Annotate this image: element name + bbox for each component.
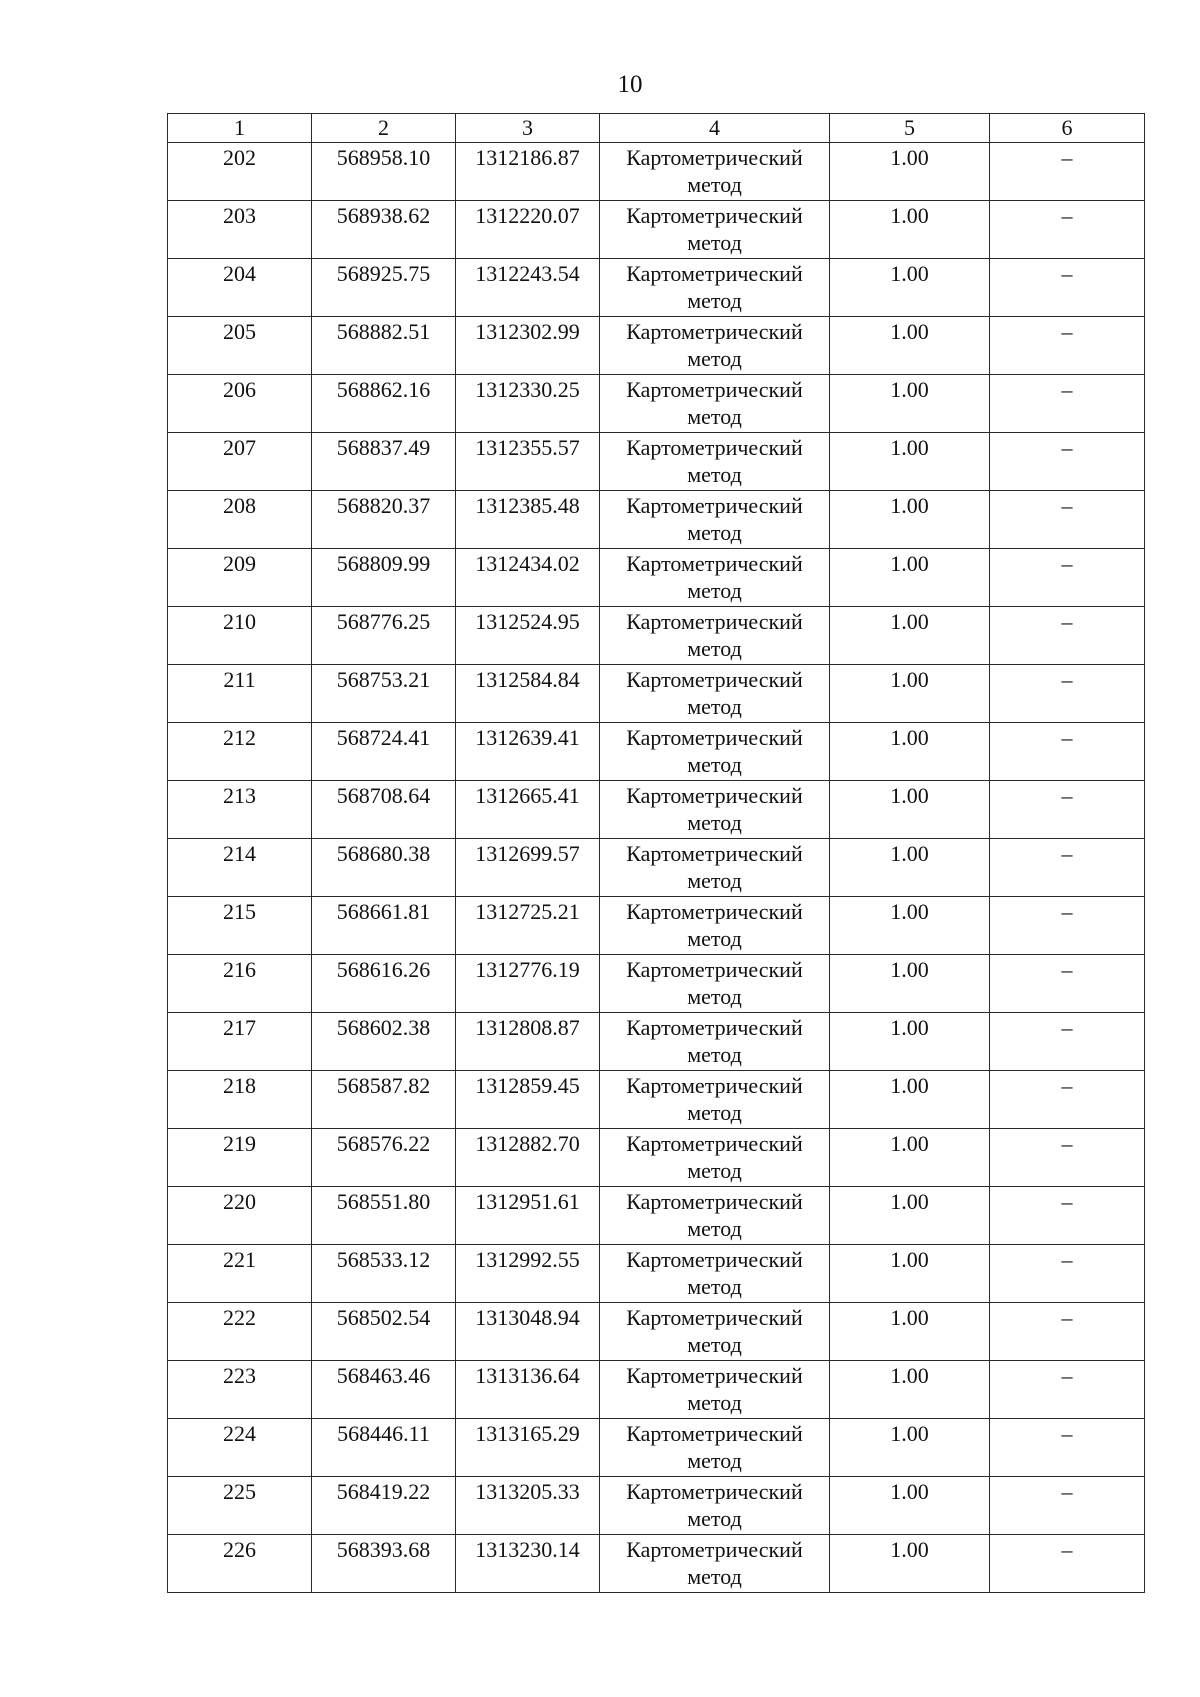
accuracy-cell: 1.00 — [830, 1187, 990, 1245]
method-cell — [600, 375, 830, 433]
table-row — [168, 1535, 1145, 1593]
x-coordinate-cell: 568533.12 — [312, 1245, 456, 1303]
accuracy-cell: 1.00 — [830, 955, 990, 1013]
method-line-1: Картометрический — [626, 1479, 803, 1504]
method-line-1: Картометрический — [626, 725, 803, 750]
note-cell: – — [990, 1129, 1145, 1187]
point-number-cell: 217 — [168, 1013, 312, 1071]
note-cell: – — [990, 1361, 1145, 1419]
note-cell: – — [990, 317, 1145, 375]
y-coordinate-cell: 1312951.61 — [456, 1187, 600, 1245]
note-cell: – — [990, 665, 1145, 723]
point-number-cell: 207 — [168, 433, 312, 491]
point-number-cell: 222 — [168, 1303, 312, 1361]
method-cell — [600, 781, 830, 839]
point-number-cell: 210 — [168, 607, 312, 665]
method-line-2: метод — [687, 578, 742, 603]
y-coordinate-cell: 1312220.07 — [456, 201, 600, 259]
point-number-cell: 216 — [168, 955, 312, 1013]
x-coordinate-cell: 568446.11 — [312, 1419, 456, 1477]
y-coordinate-cell: 1312355.57 — [456, 433, 600, 491]
method-line-2: метод — [687, 1448, 742, 1473]
accuracy-cell: 1.00 — [830, 491, 990, 549]
point-number-cell: 218 — [168, 1071, 312, 1129]
method-line-2: метод — [687, 1564, 742, 1589]
point-number-cell: 220 — [168, 1187, 312, 1245]
method-cell — [600, 1361, 830, 1419]
point-number-cell: 204 — [168, 259, 312, 317]
column-header: 1 — [168, 114, 312, 143]
table-row — [168, 1303, 1145, 1361]
table-row — [168, 375, 1145, 433]
method-line-1: Картометрический — [626, 1363, 803, 1388]
accuracy-cell: 1.00 — [830, 897, 990, 955]
note-cell: – — [990, 781, 1145, 839]
table-row — [168, 143, 1145, 201]
table-row — [168, 955, 1145, 1013]
column-header: 3 — [456, 114, 600, 143]
accuracy-cell: 1.00 — [830, 259, 990, 317]
x-coordinate-cell: 568661.81 — [312, 897, 456, 955]
method-line-1: Картометрический — [626, 1305, 803, 1330]
y-coordinate-cell: 1312776.19 — [456, 955, 600, 1013]
x-coordinate-cell: 568587.82 — [312, 1071, 456, 1129]
point-number-cell: 211 — [168, 665, 312, 723]
method-line-1: Картометрический — [626, 667, 803, 692]
x-coordinate-cell: 568602.38 — [312, 1013, 456, 1071]
method-line-1: Картометрический — [626, 1189, 803, 1214]
note-cell: – — [990, 491, 1145, 549]
coordinates-table-body — [168, 114, 1145, 1593]
point-number-cell: 202 — [168, 143, 312, 201]
x-coordinate-cell: 568753.21 — [312, 665, 456, 723]
y-coordinate-cell: 1312302.99 — [456, 317, 600, 375]
table-row — [168, 433, 1145, 491]
point-number-cell: 203 — [168, 201, 312, 259]
y-coordinate-cell: 1312330.25 — [456, 375, 600, 433]
x-coordinate-cell: 568502.54 — [312, 1303, 456, 1361]
method-cell — [600, 491, 830, 549]
accuracy-cell: 1.00 — [830, 781, 990, 839]
y-coordinate-cell: 1312434.02 — [456, 549, 600, 607]
method-cell — [600, 1013, 830, 1071]
table-row — [168, 1129, 1145, 1187]
table-row — [168, 1477, 1145, 1535]
table-row — [168, 1013, 1145, 1071]
note-cell: – — [990, 201, 1145, 259]
note-cell: – — [990, 1535, 1145, 1593]
method-line-2: метод — [687, 172, 742, 197]
table-row — [168, 549, 1145, 607]
note-cell: – — [990, 897, 1145, 955]
table-row — [168, 723, 1145, 781]
y-coordinate-cell: 1313165.29 — [456, 1419, 600, 1477]
method-line-2: метод — [687, 230, 742, 255]
method-line-2: метод — [687, 752, 742, 777]
x-coordinate-cell: 568925.75 — [312, 259, 456, 317]
accuracy-cell: 1.00 — [830, 1013, 990, 1071]
method-line-1: Картометрический — [626, 1073, 803, 1098]
y-coordinate-cell: 1312882.70 — [456, 1129, 600, 1187]
note-cell: – — [990, 1187, 1145, 1245]
method-line-2: метод — [687, 1216, 742, 1241]
table-row — [168, 1419, 1145, 1477]
table-row — [168, 1187, 1145, 1245]
x-coordinate-cell: 568708.64 — [312, 781, 456, 839]
table-row — [168, 317, 1145, 375]
method-line-1: Картометрический — [626, 899, 803, 924]
y-coordinate-cell: 1312243.54 — [456, 259, 600, 317]
table-row — [168, 491, 1145, 549]
method-line-1: Картометрический — [626, 261, 803, 286]
point-number-cell: 205 — [168, 317, 312, 375]
table-row — [168, 897, 1145, 955]
y-coordinate-cell: 1312992.55 — [456, 1245, 600, 1303]
y-coordinate-cell: 1312699.57 — [456, 839, 600, 897]
x-coordinate-cell: 568958.10 — [312, 143, 456, 201]
y-coordinate-cell: 1312665.41 — [456, 781, 600, 839]
note-cell: – — [990, 839, 1145, 897]
accuracy-cell: 1.00 — [830, 839, 990, 897]
method-cell — [600, 143, 830, 201]
note-cell: – — [990, 1303, 1145, 1361]
table-row — [168, 1245, 1145, 1303]
method-line-2: метод — [687, 1158, 742, 1183]
y-coordinate-cell: 1313136.64 — [456, 1361, 600, 1419]
y-coordinate-cell: 1312186.87 — [456, 143, 600, 201]
x-coordinate-cell: 568680.38 — [312, 839, 456, 897]
column-header: 5 — [830, 114, 990, 143]
accuracy-cell: 1.00 — [830, 143, 990, 201]
table-row — [168, 781, 1145, 839]
method-line-2: метод — [687, 636, 742, 661]
method-line-1: Картометрический — [626, 203, 803, 228]
method-cell — [600, 1535, 830, 1593]
method-cell — [600, 1477, 830, 1535]
method-line-1: Картометрический — [626, 841, 803, 866]
point-number-cell: 215 — [168, 897, 312, 955]
method-line-2: метод — [687, 694, 742, 719]
method-line-1: Картометрический — [626, 783, 803, 808]
x-coordinate-cell: 568419.22 — [312, 1477, 456, 1535]
point-number-cell: 224 — [168, 1419, 312, 1477]
accuracy-cell: 1.00 — [830, 1535, 990, 1593]
note-cell: – — [990, 955, 1145, 1013]
method-cell — [600, 1245, 830, 1303]
accuracy-cell: 1.00 — [830, 723, 990, 781]
method-cell — [600, 317, 830, 375]
method-line-2: метод — [687, 520, 742, 545]
table-header-row — [168, 114, 1145, 143]
accuracy-cell: 1.00 — [830, 433, 990, 491]
y-coordinate-cell: 1312859.45 — [456, 1071, 600, 1129]
accuracy-cell: 1.00 — [830, 1129, 990, 1187]
note-cell: – — [990, 1419, 1145, 1477]
x-coordinate-cell: 568837.49 — [312, 433, 456, 491]
y-coordinate-cell: 1312639.41 — [456, 723, 600, 781]
point-number-cell: 213 — [168, 781, 312, 839]
x-coordinate-cell: 568616.26 — [312, 955, 456, 1013]
y-coordinate-cell: 1312808.87 — [456, 1013, 600, 1071]
method-cell — [600, 433, 830, 491]
method-line-1: Картометрический — [626, 1247, 803, 1272]
method-line-2: метод — [687, 346, 742, 371]
y-coordinate-cell: 1313205.33 — [456, 1477, 600, 1535]
note-cell: – — [990, 433, 1145, 491]
accuracy-cell: 1.00 — [830, 607, 990, 665]
method-cell — [600, 607, 830, 665]
method-line-2: метод — [687, 868, 742, 893]
point-number-cell: 212 — [168, 723, 312, 781]
accuracy-cell: 1.00 — [830, 1419, 990, 1477]
method-cell — [600, 1129, 830, 1187]
method-cell — [600, 1303, 830, 1361]
x-coordinate-cell: 568862.16 — [312, 375, 456, 433]
x-coordinate-cell: 568576.22 — [312, 1129, 456, 1187]
method-cell — [600, 201, 830, 259]
accuracy-cell: 1.00 — [830, 375, 990, 433]
method-cell — [600, 723, 830, 781]
y-coordinate-cell: 1313048.94 — [456, 1303, 600, 1361]
method-cell — [600, 897, 830, 955]
method-cell — [600, 259, 830, 317]
coordinates-table — [167, 113, 1145, 1593]
x-coordinate-cell: 568724.41 — [312, 723, 456, 781]
method-cell — [600, 549, 830, 607]
method-cell — [600, 955, 830, 1013]
note-cell: – — [990, 143, 1145, 201]
method-line-2: метод — [687, 1100, 742, 1125]
method-line-1: Картометрический — [626, 493, 803, 518]
method-line-2: метод — [687, 462, 742, 487]
method-line-1: Картометрический — [626, 145, 803, 170]
method-line-2: метод — [687, 1390, 742, 1415]
method-line-2: метод — [687, 288, 742, 313]
method-line-2: метод — [687, 1274, 742, 1299]
y-coordinate-cell: 1312385.48 — [456, 491, 600, 549]
point-number-cell: 223 — [168, 1361, 312, 1419]
point-number-cell: 219 — [168, 1129, 312, 1187]
method-line-1: Картометрический — [626, 377, 803, 402]
accuracy-cell: 1.00 — [830, 201, 990, 259]
note-cell: – — [990, 607, 1145, 665]
method-line-2: метод — [687, 404, 742, 429]
x-coordinate-cell: 568809.99 — [312, 549, 456, 607]
method-line-1: Картометрический — [626, 551, 803, 576]
note-cell: – — [990, 259, 1145, 317]
method-line-1: Картометрический — [626, 1131, 803, 1156]
point-number-cell: 206 — [168, 375, 312, 433]
point-number-cell: 225 — [168, 1477, 312, 1535]
method-line-1: Картометрический — [626, 435, 803, 460]
method-cell — [600, 1187, 830, 1245]
accuracy-cell: 1.00 — [830, 1361, 990, 1419]
method-cell — [600, 1071, 830, 1129]
page-number: 10 — [617, 71, 643, 98]
note-cell: – — [990, 723, 1145, 781]
x-coordinate-cell: 568776.25 — [312, 607, 456, 665]
y-coordinate-cell: 1312524.95 — [456, 607, 600, 665]
column-header: 6 — [990, 114, 1145, 143]
y-coordinate-cell: 1313230.14 — [456, 1535, 600, 1593]
method-line-1: Картометрический — [626, 1537, 803, 1562]
table-row — [168, 1071, 1145, 1129]
note-cell: – — [990, 375, 1145, 433]
column-header: 2 — [312, 114, 456, 143]
table-row — [168, 665, 1145, 723]
y-coordinate-cell: 1312725.21 — [456, 897, 600, 955]
method-line-1: Картометрический — [626, 1015, 803, 1040]
note-cell: – — [990, 549, 1145, 607]
x-coordinate-cell: 568938.62 — [312, 201, 456, 259]
method-line-2: метод — [687, 810, 742, 835]
table-row — [168, 259, 1145, 317]
method-line-1: Картометрический — [626, 957, 803, 982]
x-coordinate-cell: 568551.80 — [312, 1187, 456, 1245]
method-line-2: метод — [687, 1042, 742, 1067]
accuracy-cell: 1.00 — [830, 1071, 990, 1129]
point-number-cell: 214 — [168, 839, 312, 897]
method-line-2: метод — [687, 984, 742, 1009]
method-line-2: метод — [687, 1332, 742, 1357]
point-number-cell: 226 — [168, 1535, 312, 1593]
method-line-1: Картометрический — [626, 319, 803, 344]
accuracy-cell: 1.00 — [830, 317, 990, 375]
column-header: 4 — [600, 114, 830, 143]
table-row — [168, 607, 1145, 665]
point-number-cell: 208 — [168, 491, 312, 549]
x-coordinate-cell: 568882.51 — [312, 317, 456, 375]
point-number-cell: 209 — [168, 549, 312, 607]
method-line-2: метод — [687, 1506, 742, 1531]
note-cell: – — [990, 1245, 1145, 1303]
x-coordinate-cell: 568463.46 — [312, 1361, 456, 1419]
point-number-cell: 221 — [168, 1245, 312, 1303]
table-row — [168, 839, 1145, 897]
method-line-2: метод — [687, 926, 742, 951]
x-coordinate-cell: 568820.37 — [312, 491, 456, 549]
accuracy-cell: 1.00 — [830, 1303, 990, 1361]
method-line-1: Картометрический — [626, 1421, 803, 1446]
method-cell — [600, 665, 830, 723]
method-cell — [600, 839, 830, 897]
note-cell: – — [990, 1013, 1145, 1071]
table-row — [168, 201, 1145, 259]
accuracy-cell: 1.00 — [830, 1477, 990, 1535]
note-cell: – — [990, 1071, 1145, 1129]
method-line-1: Картометрический — [626, 609, 803, 634]
accuracy-cell: 1.00 — [830, 549, 990, 607]
y-coordinate-cell: 1312584.84 — [456, 665, 600, 723]
x-coordinate-cell: 568393.68 — [312, 1535, 456, 1593]
method-cell — [600, 1419, 830, 1477]
note-cell: – — [990, 1477, 1145, 1535]
accuracy-cell: 1.00 — [830, 1245, 990, 1303]
accuracy-cell: 1.00 — [830, 665, 990, 723]
table-row — [168, 1361, 1145, 1419]
